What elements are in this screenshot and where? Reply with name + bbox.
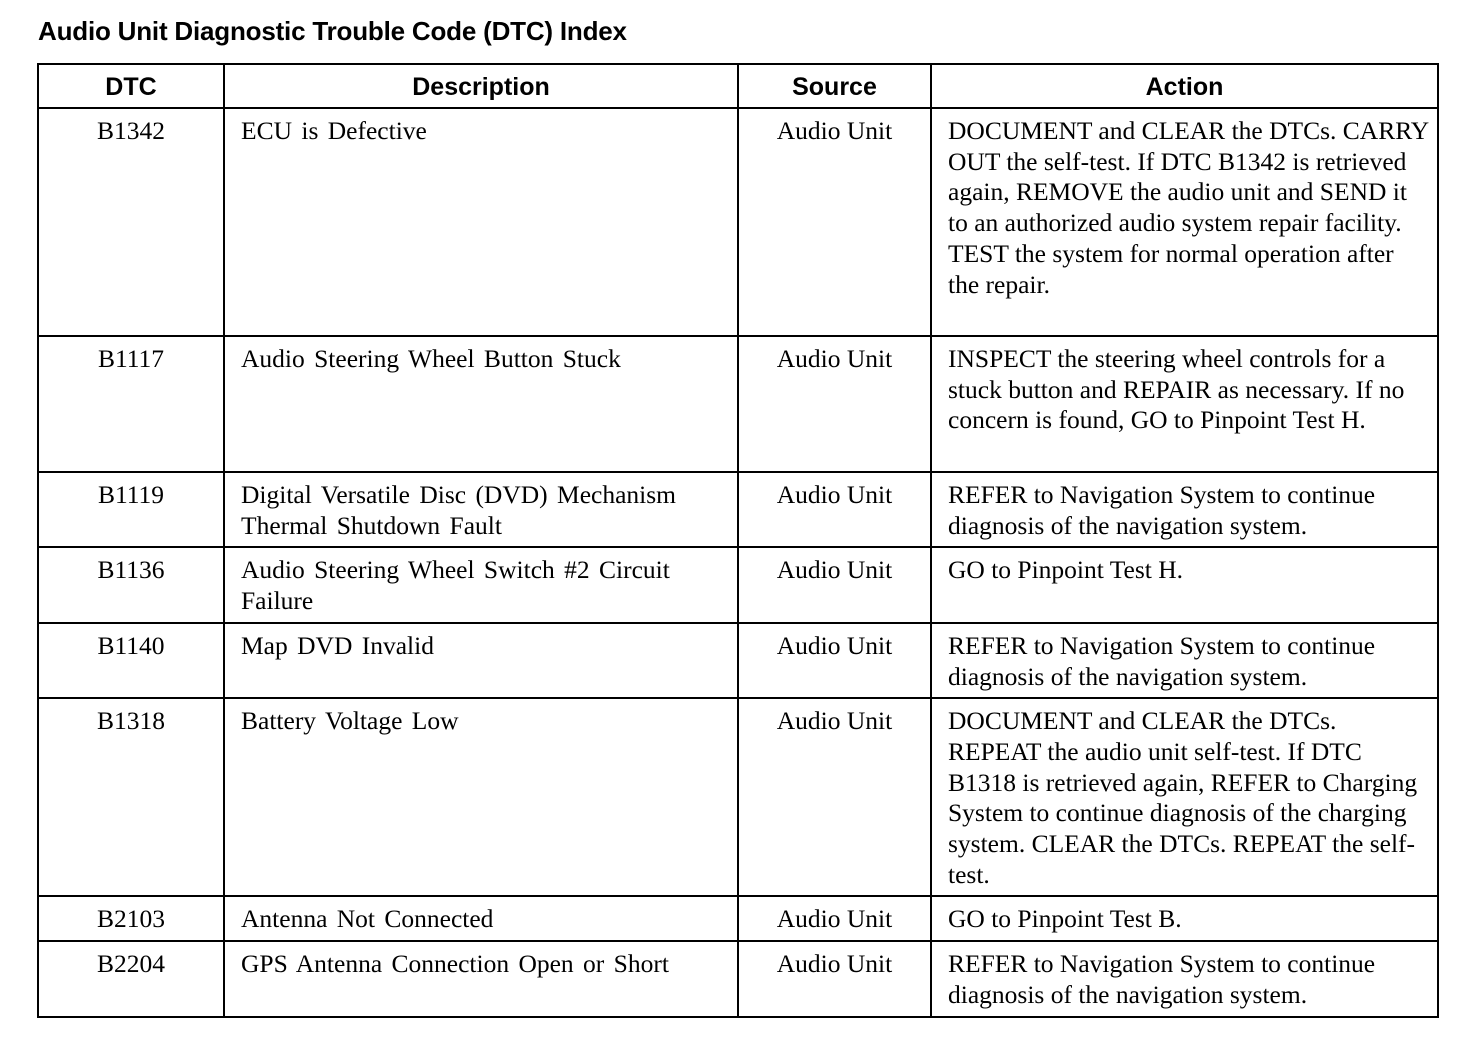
dtc-code-cell: B1318	[38, 698, 224, 896]
table-header-row	[38, 64, 1438, 108]
dtc-code-cell: B1136	[38, 547, 224, 622]
dtc-code-cell: B2204	[38, 941, 224, 1016]
table-row	[38, 941, 1438, 1016]
table-row	[38, 698, 1438, 896]
source-cell: Audio Unit	[738, 108, 931, 336]
source-cell: Audio Unit	[738, 336, 931, 472]
column-header-action: Action	[931, 64, 1438, 108]
action-cell: DOCUMENT and CLEAR the DTCs. REPEAT the audio unit self-test. If DTC B1318 is retrieved again, REFER to Charging System to continue diagnosis of the charging system. CLEAR the DTCs. REPEAT the self-test.	[931, 698, 1438, 896]
action-cell: INSPECT the steering wheel controls for a stuck button and REPAIR as necessary. If no concern is found, GO to Pinpoint Test H.	[931, 336, 1438, 472]
action-cell: DOCUMENT and CLEAR the DTCs. CARRY OUT the self-test. If DTC B1342 is retrieved again, REMOVE the audio unit and SEND it to an authorized audio system repair facility. TEST the system for normal operation after the repair.	[931, 108, 1438, 336]
column-header-source: Source	[738, 64, 931, 108]
table-row	[38, 547, 1438, 622]
source-cell: Audio Unit	[738, 941, 931, 1016]
description-cell: GPS Antenna Connection Open or Short	[224, 941, 738, 1016]
description-cell: Map DVD Invalid	[224, 623, 738, 698]
table-row	[38, 623, 1438, 698]
action-cell: REFER to Navigation System to continue diagnosis of the navigation system.	[931, 941, 1438, 1016]
dtc-code-cell: B2103	[38, 896, 224, 941]
source-cell: Audio Unit	[738, 472, 931, 547]
table-row	[38, 336, 1438, 472]
source-cell: Audio Unit	[738, 623, 931, 698]
description-cell: Audio Steering Wheel Button Stuck	[224, 336, 738, 472]
description-cell: Antenna Not Connected	[224, 896, 738, 941]
action-cell: GO to Pinpoint Test H.	[931, 547, 1438, 622]
dtc-code-cell: B1140	[38, 623, 224, 698]
source-cell: Audio Unit	[738, 896, 931, 941]
source-cell: Audio Unit	[738, 547, 931, 622]
table-row	[38, 472, 1438, 547]
source-cell: Audio Unit	[738, 698, 931, 896]
description-cell: ECU is Defective	[224, 108, 738, 336]
action-cell: GO to Pinpoint Test B.	[931, 896, 1438, 941]
table-row	[38, 108, 1438, 336]
dtc-code-cell: B1119	[38, 472, 224, 547]
description-cell: Battery Voltage Low	[224, 698, 738, 896]
table-row	[38, 896, 1438, 941]
dtc-table	[37, 63, 1439, 1018]
action-cell: REFER to Navigation System to continue diagnosis of the navigation system.	[931, 623, 1438, 698]
dtc-code-cell: B1117	[38, 336, 224, 472]
dtc-code-cell: B1342	[38, 108, 224, 336]
description-cell: Digital Versatile Disc (DVD) Mechanism Thermal Shutdown Fault	[224, 472, 738, 547]
page-title: Audio Unit Diagnostic Trouble Code (DTC) Index	[38, 16, 627, 46]
column-header-description: Description	[224, 64, 738, 108]
description-cell: Audio Steering Wheel Switch #2 Circuit Failure	[224, 547, 738, 622]
column-header-dtc: DTC	[38, 64, 224, 108]
action-cell: REFER to Navigation System to continue diagnosis of the navigation system.	[931, 472, 1438, 547]
